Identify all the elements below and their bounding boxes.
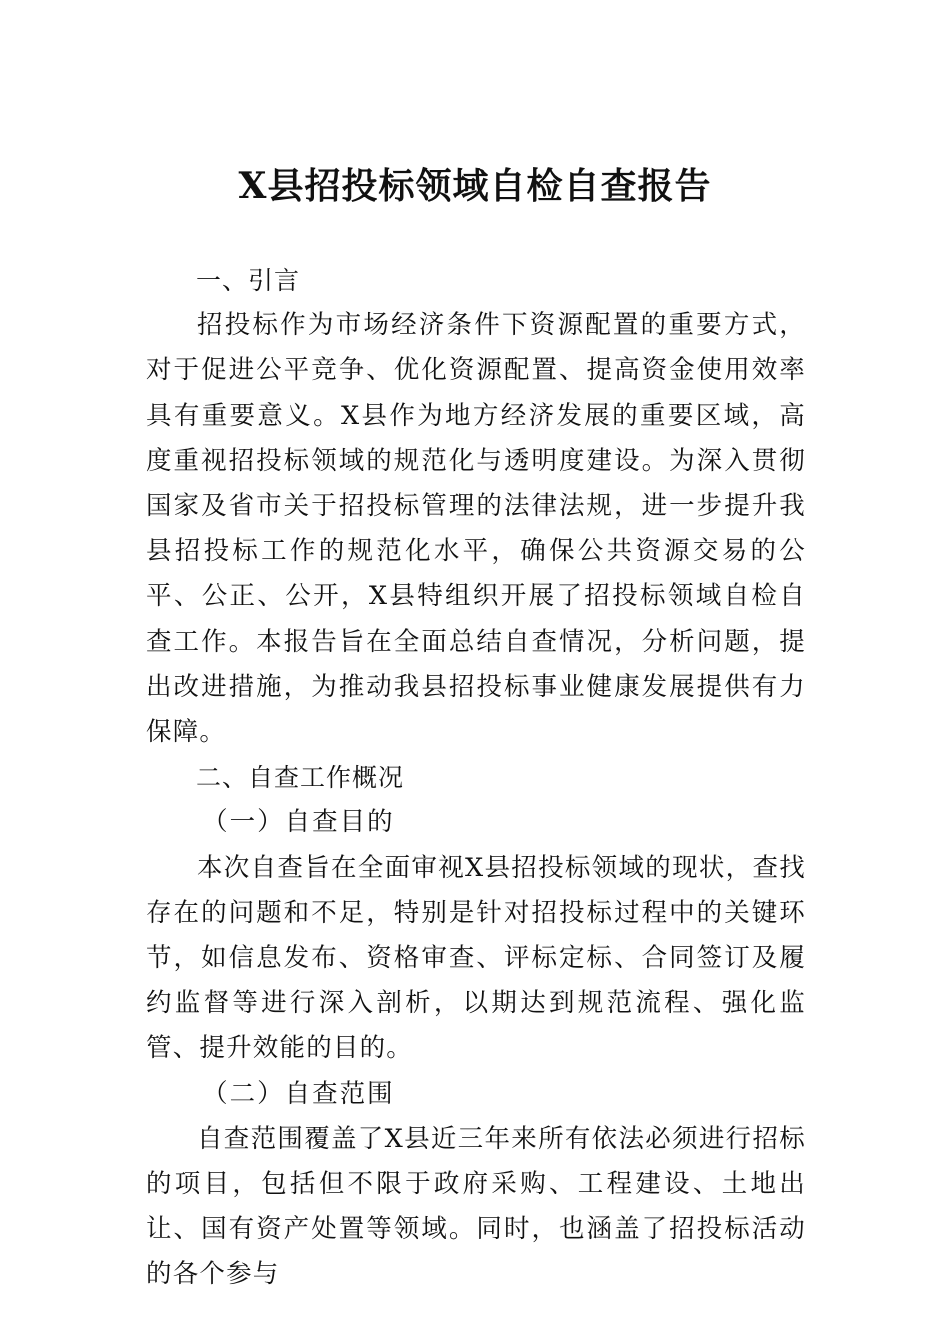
section-heading-overview: 二、自查工作概况: [196, 763, 405, 793]
scope-paragraph: 自查范围覆盖了X县近三年来所有依法必须进行招标的项目，包括但不限于政府采购、工程建设、土地出让、国有资产处置等领域。同时，也涵盖了招投标活动的各个参与: [146, 1123, 806, 1290]
subsection-heading-scope: （二）自查范围: [202, 1078, 395, 1109]
document-title: X县招投标领域自检自查报告: [238, 165, 712, 207]
introduction-paragraph: 招投标作为市场经济条件下资源配置的重要方式，对于促进公平竞争、优化资源配置、提高资金使用效率具有重要意义。X县作为地方经济发展的重要区域，高度重视招投标领域的规范化与透明度建设。为深入贯彻国家及省市关于招投标管理的法律法规，进一步提升我县招投标工作的规范化水平，确保公共资源交易的公平、公正、公开，X县特组织开展了招投标领域自检自查工作。本报告旨在全面总结自查情况，分析问题，提出改进措施，为推动我县招投标事业健康发展提供有力保障。: [146, 310, 806, 748]
purpose-paragraph: 本次自查旨在全面审视X县招投标领域的现状，查找存在的问题和不足，特别是针对招投标过程中的关键环节，如信息发布、资格审查、评标定标、合同签订及履约监督等进行深入剖析，以期达到规范流程、强化监管、提升效能的目的。: [146, 852, 806, 1064]
section-heading-introduction: 一、引言: [196, 266, 301, 295]
subsection-heading-purpose: （一）自查目的: [202, 807, 395, 838]
document-body: [146, 258, 806, 1298]
